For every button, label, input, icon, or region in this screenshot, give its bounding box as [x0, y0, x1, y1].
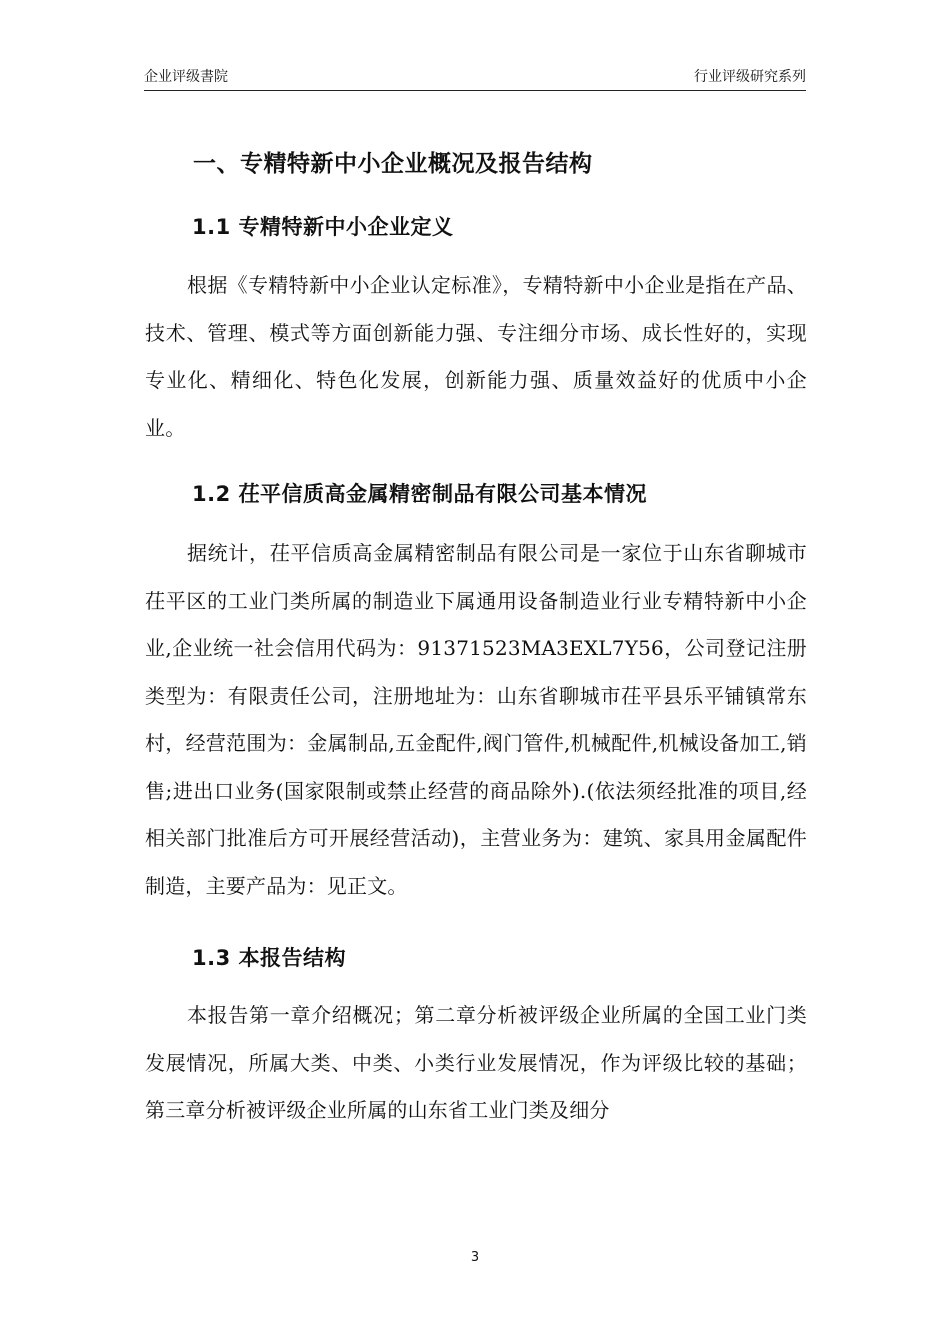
page-number: 3 [470, 1250, 480, 1265]
section-paragraph: 据统计，茌平信质高金属精密制品有限公司是一家位于山东省聊城市茌平区的工业门类所属的制造业下属通用设备制造业行业专精特新中小企业,企业统一社会信用代码为：91371523MA3EXL7Y56，公司登记注册类型为：有限责任公司，注册地址为：山东省聊城市茌平县乐平铺镇常东村，经营范围为：金属制品,五金配件,阀门管件,机械配件,机械设备加工,销售;进出口业务(国家限制或禁止经营的商品除外).(依法须经批准的项目,经相关部门批准后方可开展经营活动)，主营业务为：建筑、家具用金属配件制造，主要产品为：见正文。 [145, 541, 807, 898]
section-paragraph: 本报告第一章介绍概况；第二章分析被评级企业所属的全国工业门类发展情况，所属大类、中类、小类行业发展情况，作为评级比较的基础；第三章分析被评级企业所属的山东省工业门类及细分 [145, 1003, 807, 1122]
section-heading: 1.2 茌平信质高金属精密制品有限公司基本情况 [192, 482, 648, 506]
section-heading: 1.3 本报告结构 [192, 946, 347, 970]
page-header [144, 62, 806, 91]
chapter-title: 一、专精特新中小企业概况及报告结构 [193, 151, 593, 177]
section-paragraph: 根据《专精特新中小企业认定标准》，专精特新中小企业是指在产品、技术、管理、模式等方面创新能力强、专注细分市场、成长性好的，实现专业化、精细化、特色化发展，创新能力强、质量效益好的优质中小企业。 [145, 273, 807, 440]
header-series: 行业评级研究系列 [694, 69, 806, 85]
header-publisher: 企业评级書院 [144, 69, 228, 85]
page-content [145, 140, 807, 1135]
section-heading: 1.1 专精特新中小企业定义 [192, 215, 454, 239]
